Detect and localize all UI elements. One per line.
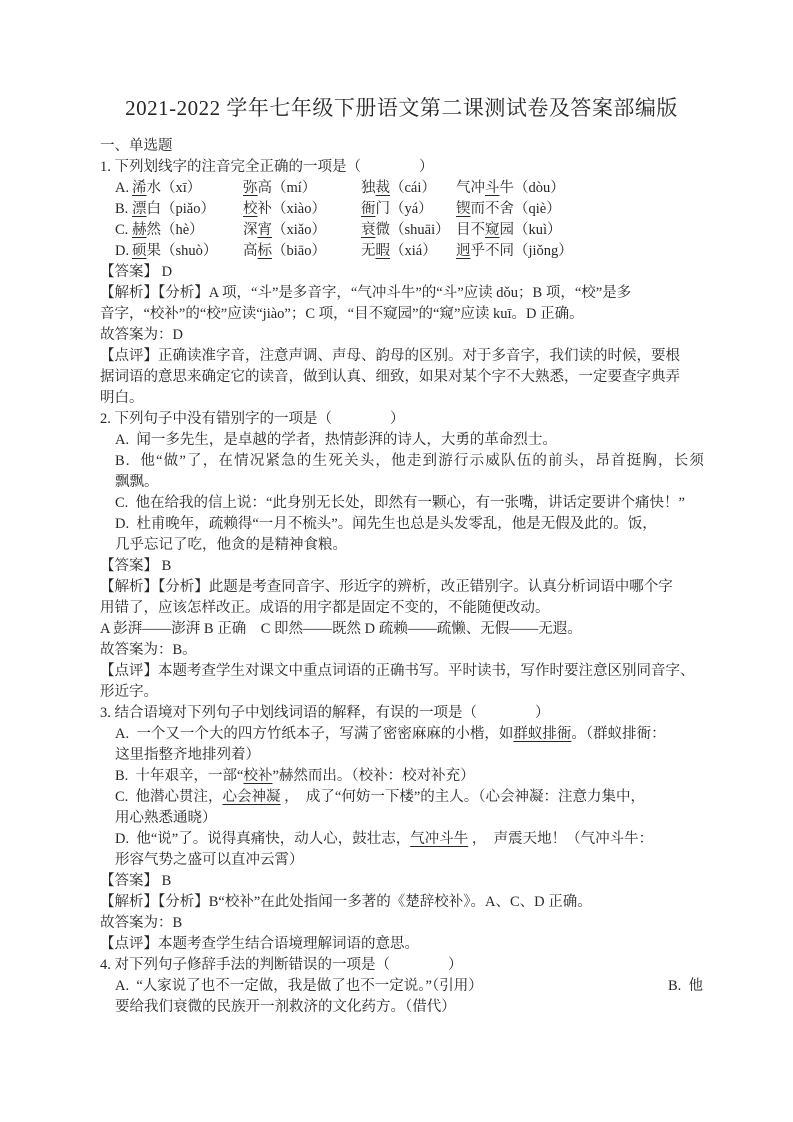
underlined-word: 赫	[132, 222, 147, 238]
option-item	[243, 241, 361, 262]
underlined-word: 硕	[132, 243, 147, 259]
doc-line	[100, 892, 703, 913]
text-segment: A. 闻一多先生，是卓越的学者，热情彭湃的诗人，大勇的革命烈士。	[115, 432, 557, 448]
text-segment: 【点评】本题考查学生结合语境理解词语的意思。	[100, 936, 419, 952]
underlined-word: 漂	[132, 201, 147, 217]
text-segment: 一、单选题	[100, 138, 173, 154]
text-segment: 故答案为：D	[100, 327, 183, 343]
text-segment: 而不舍（qiè）	[470, 201, 561, 217]
underlined-word: 气冲斗牛	[410, 831, 469, 847]
text-segment: A. “人家说了也不一定做，我是做了也不一定说。”（引用）	[115, 978, 483, 994]
text-segment: （cái）	[390, 180, 436, 196]
doc-line	[100, 409, 703, 430]
text-segment: ， 成了“何妨一下楼”的主人。（心会神凝：注意力集中，	[280, 789, 646, 805]
underlined-word: 斗	[485, 180, 500, 196]
underlined-word: 弥	[243, 180, 258, 196]
doc-line	[100, 997, 703, 1018]
text-segment: 明白。	[100, 390, 144, 406]
doc-line	[100, 199, 703, 220]
doc-line	[100, 178, 703, 199]
text-segment: 果（shuò）	[146, 243, 218, 259]
text-segment: 目不	[456, 222, 485, 238]
option-item	[243, 178, 361, 199]
text-segment: 4. 对下列句子修辞手法的判断错误的一项是（ ）	[100, 957, 463, 973]
option-item	[456, 241, 703, 262]
text-segment: 故答案为：B。	[100, 642, 197, 658]
doc-line	[100, 493, 703, 514]
text-segment: 气冲	[456, 180, 485, 196]
doc-line	[100, 619, 703, 640]
text-segment: D. 杜甫晚年，疏赖得“一月不梳头”。闻先生也总是头发零乱，他是无假及此的。饭，	[115, 516, 657, 532]
option-item	[132, 220, 243, 241]
text-segment: 用错了，应该怎样改正。成语的用字都是固定不变的，不能随便改动。	[100, 600, 550, 616]
doc-line	[100, 157, 703, 178]
text-segment: 用心熟悉通晓）	[115, 810, 217, 826]
text-segment: 【点评】本题考查学生对课文中重点词语的正确书写。平时读书，写作时要注意区别同音字、	[100, 663, 695, 679]
text-segment: 飘飘。	[115, 474, 159, 490]
option-item	[456, 178, 703, 199]
doc-line	[100, 136, 703, 157]
text-segment: 【解析】【分析】A 项，“斗”是多音字，“气冲斗牛”的“斗”应读 dǒu；B 项，“校”是多	[100, 285, 632, 301]
text-segment: 门（yá）	[375, 201, 433, 217]
text-segment: 【解析】【分析】此题是考查同音字、形近字的辨析，改正错别字。认真分析词语中哪个字	[100, 579, 673, 595]
split-right	[668, 976, 703, 997]
text-segment: 微（shuāi）	[375, 222, 450, 238]
text-segment: 【点评】正确读准字音，注意声调、声母、韵母的区别。对于多音字，我们读的时候，要根	[100, 348, 680, 364]
underlined-word: 窥	[485, 222, 500, 238]
underlined-word: 衙	[361, 201, 376, 217]
option-item	[361, 220, 456, 241]
doc-line	[100, 535, 703, 556]
text-segment: A. 一个又一个大的四方竹纸本子，写满了密密麻麻的小楷，如	[115, 726, 514, 742]
text-segment: 形容气势之盛可以直冲云霄）	[115, 852, 304, 868]
doc-line	[100, 829, 703, 850]
text-segment: 故答案为：B	[100, 915, 183, 931]
text-segment: 要给我们衰微的民族开一剂救济的文化药方。（借代）	[115, 999, 456, 1015]
option-letter: C.	[115, 222, 129, 238]
doc-line	[100, 808, 703, 829]
text-segment: 【解析】【分析】B“校补”在此处指闻一多著的《楚辞校补》。A、C、D 正确。	[100, 894, 592, 910]
option-item	[361, 178, 456, 199]
text-segment: ”赫然而出。（校补：校对补充）	[272, 768, 475, 784]
doc-line	[100, 262, 703, 283]
text-segment: 。（群蚁排衙：	[571, 726, 666, 742]
text-segment: D. 他“说”了。说得真痛快，动人心，鼓壮志，	[115, 831, 411, 847]
text-segment: 水（xī）	[146, 180, 202, 196]
text-segment: （biāo）	[272, 243, 326, 259]
doc-line	[100, 241, 703, 262]
underlined-word: 心会神凝	[222, 789, 281, 805]
underlined-word: 校补	[243, 768, 273, 784]
underlined-word: 裁	[375, 180, 390, 196]
text-segment: B. 他	[667, 978, 703, 994]
page-title: 2021-2022 学年七年级下册语文第二课测试卷及答案部编版	[125, 96, 678, 120]
doc-line	[100, 955, 703, 976]
text-segment: 高	[243, 243, 258, 259]
doc-line	[100, 724, 703, 745]
text-segment: 形近字。	[100, 684, 158, 700]
doc-line	[100, 850, 703, 871]
text-segment: 据词语的意思来确定它的读音，做到认真、细致，如果对某个字不大熟悉，一定要查字典弄	[100, 369, 680, 385]
option-letter: B.	[115, 201, 129, 217]
text-segment: 【答案】 B	[100, 558, 172, 574]
doc-line	[100, 913, 703, 934]
doc-line	[100, 682, 703, 703]
doc-line	[100, 934, 703, 955]
doc-line	[100, 367, 703, 388]
text-segment: 音字，“校补”的“校”应读“jiào”；C 项，“目不窥园”的“窥”应读 kuī。D 正确。	[100, 306, 584, 322]
option-item	[243, 199, 361, 220]
doc-line	[100, 598, 703, 619]
text-segment: 深	[243, 222, 258, 238]
doc-line	[100, 283, 703, 304]
doc-line	[100, 703, 703, 724]
text-segment: A 彭湃——澎湃 B 正确 C 即然——既然 D 疏赖——疏懒、无假——无遐。	[100, 621, 582, 637]
text-segment: 然（hè）	[146, 222, 204, 238]
text-segment: 独	[361, 180, 376, 196]
doc-line	[100, 745, 703, 766]
option-item	[361, 199, 456, 220]
text-segment: 高（mí）	[257, 180, 317, 196]
doc-line	[100, 640, 703, 661]
text-segment: C. 他在给我的信上说：“此身别无长处，即然有一颗心，有一张嘴，讲话定要讲个痛快！”	[115, 495, 685, 511]
doc-line	[100, 346, 703, 367]
doc-line	[100, 388, 703, 409]
doc-line	[100, 514, 703, 535]
doc-line	[100, 304, 703, 325]
text-segment: （xiá）	[390, 243, 437, 259]
option-item	[132, 178, 243, 199]
underlined-word: 群蚁排衙	[513, 726, 572, 742]
option-item	[243, 220, 361, 241]
option-item	[132, 199, 243, 220]
doc-line	[100, 325, 703, 346]
underlined-word: 锲	[456, 201, 471, 217]
option-letter: D.	[115, 243, 130, 259]
text-segment: 3. 结合语境对下列句子中划线词语的解释，有误的一项是（ ）	[100, 705, 550, 721]
text-segment: B. 他“做”了，在情况紧急的生死关头，他走到游行示威队伍的前头，昂首挺胸，长须	[115, 453, 706, 469]
option-item	[132, 241, 243, 262]
underlined-word: 衰	[361, 222, 376, 238]
text-segment: 园（kuì）	[499, 222, 562, 238]
doc-line	[100, 661, 703, 682]
option-item	[361, 241, 456, 262]
underlined-word: 暇	[375, 243, 390, 259]
option-letter: A.	[115, 180, 130, 196]
underlined-word: 标	[257, 243, 272, 259]
doc-line	[100, 871, 703, 892]
text-segment: 乎不同（jiǒng）	[470, 243, 573, 259]
split-left	[115, 976, 483, 997]
text-segment: 补（xiào）	[257, 201, 326, 217]
text-segment: 白（piǎo）	[146, 201, 215, 217]
text-segment: ， 声震天地！（气冲斗牛：	[468, 831, 654, 847]
underlined-word: 宵	[257, 222, 272, 238]
underlined-word: 浠	[132, 180, 147, 196]
text-segment: B. 十年艰辛，一部“	[115, 768, 244, 784]
doc-line	[100, 220, 703, 241]
document-body	[100, 136, 706, 1018]
text-segment: 1. 下列划线字的注音完全正确的一项是（ ）	[100, 159, 434, 175]
text-segment: C. 他潜心贯注，	[115, 789, 223, 805]
text-segment: 牛（dòu）	[499, 180, 565, 196]
doc-line	[100, 472, 703, 493]
doc-line	[100, 451, 706, 472]
underlined-word: 迥	[456, 243, 471, 259]
text-segment: 无	[361, 243, 376, 259]
doc-line	[100, 577, 703, 598]
underlined-word: 校	[243, 201, 258, 217]
text-segment: 2. 下列句子中没有错别字的一项是（ ）	[100, 411, 405, 427]
text-segment: 【答案】 B	[100, 873, 172, 889]
text-segment: （xiǎo）	[272, 222, 326, 238]
option-item	[456, 220, 703, 241]
doc-line	[100, 787, 703, 808]
doc-line	[100, 556, 703, 577]
text-segment: 【答案】 D	[100, 264, 173, 280]
option-item	[456, 199, 703, 220]
text-segment: 这里指整齐地排列着）	[115, 747, 260, 763]
text-segment: 几乎忘记了吃，他贪的是精神食粮。	[115, 537, 347, 553]
doc-line	[100, 430, 703, 451]
doc-line	[100, 766, 703, 787]
doc-line	[100, 976, 703, 997]
